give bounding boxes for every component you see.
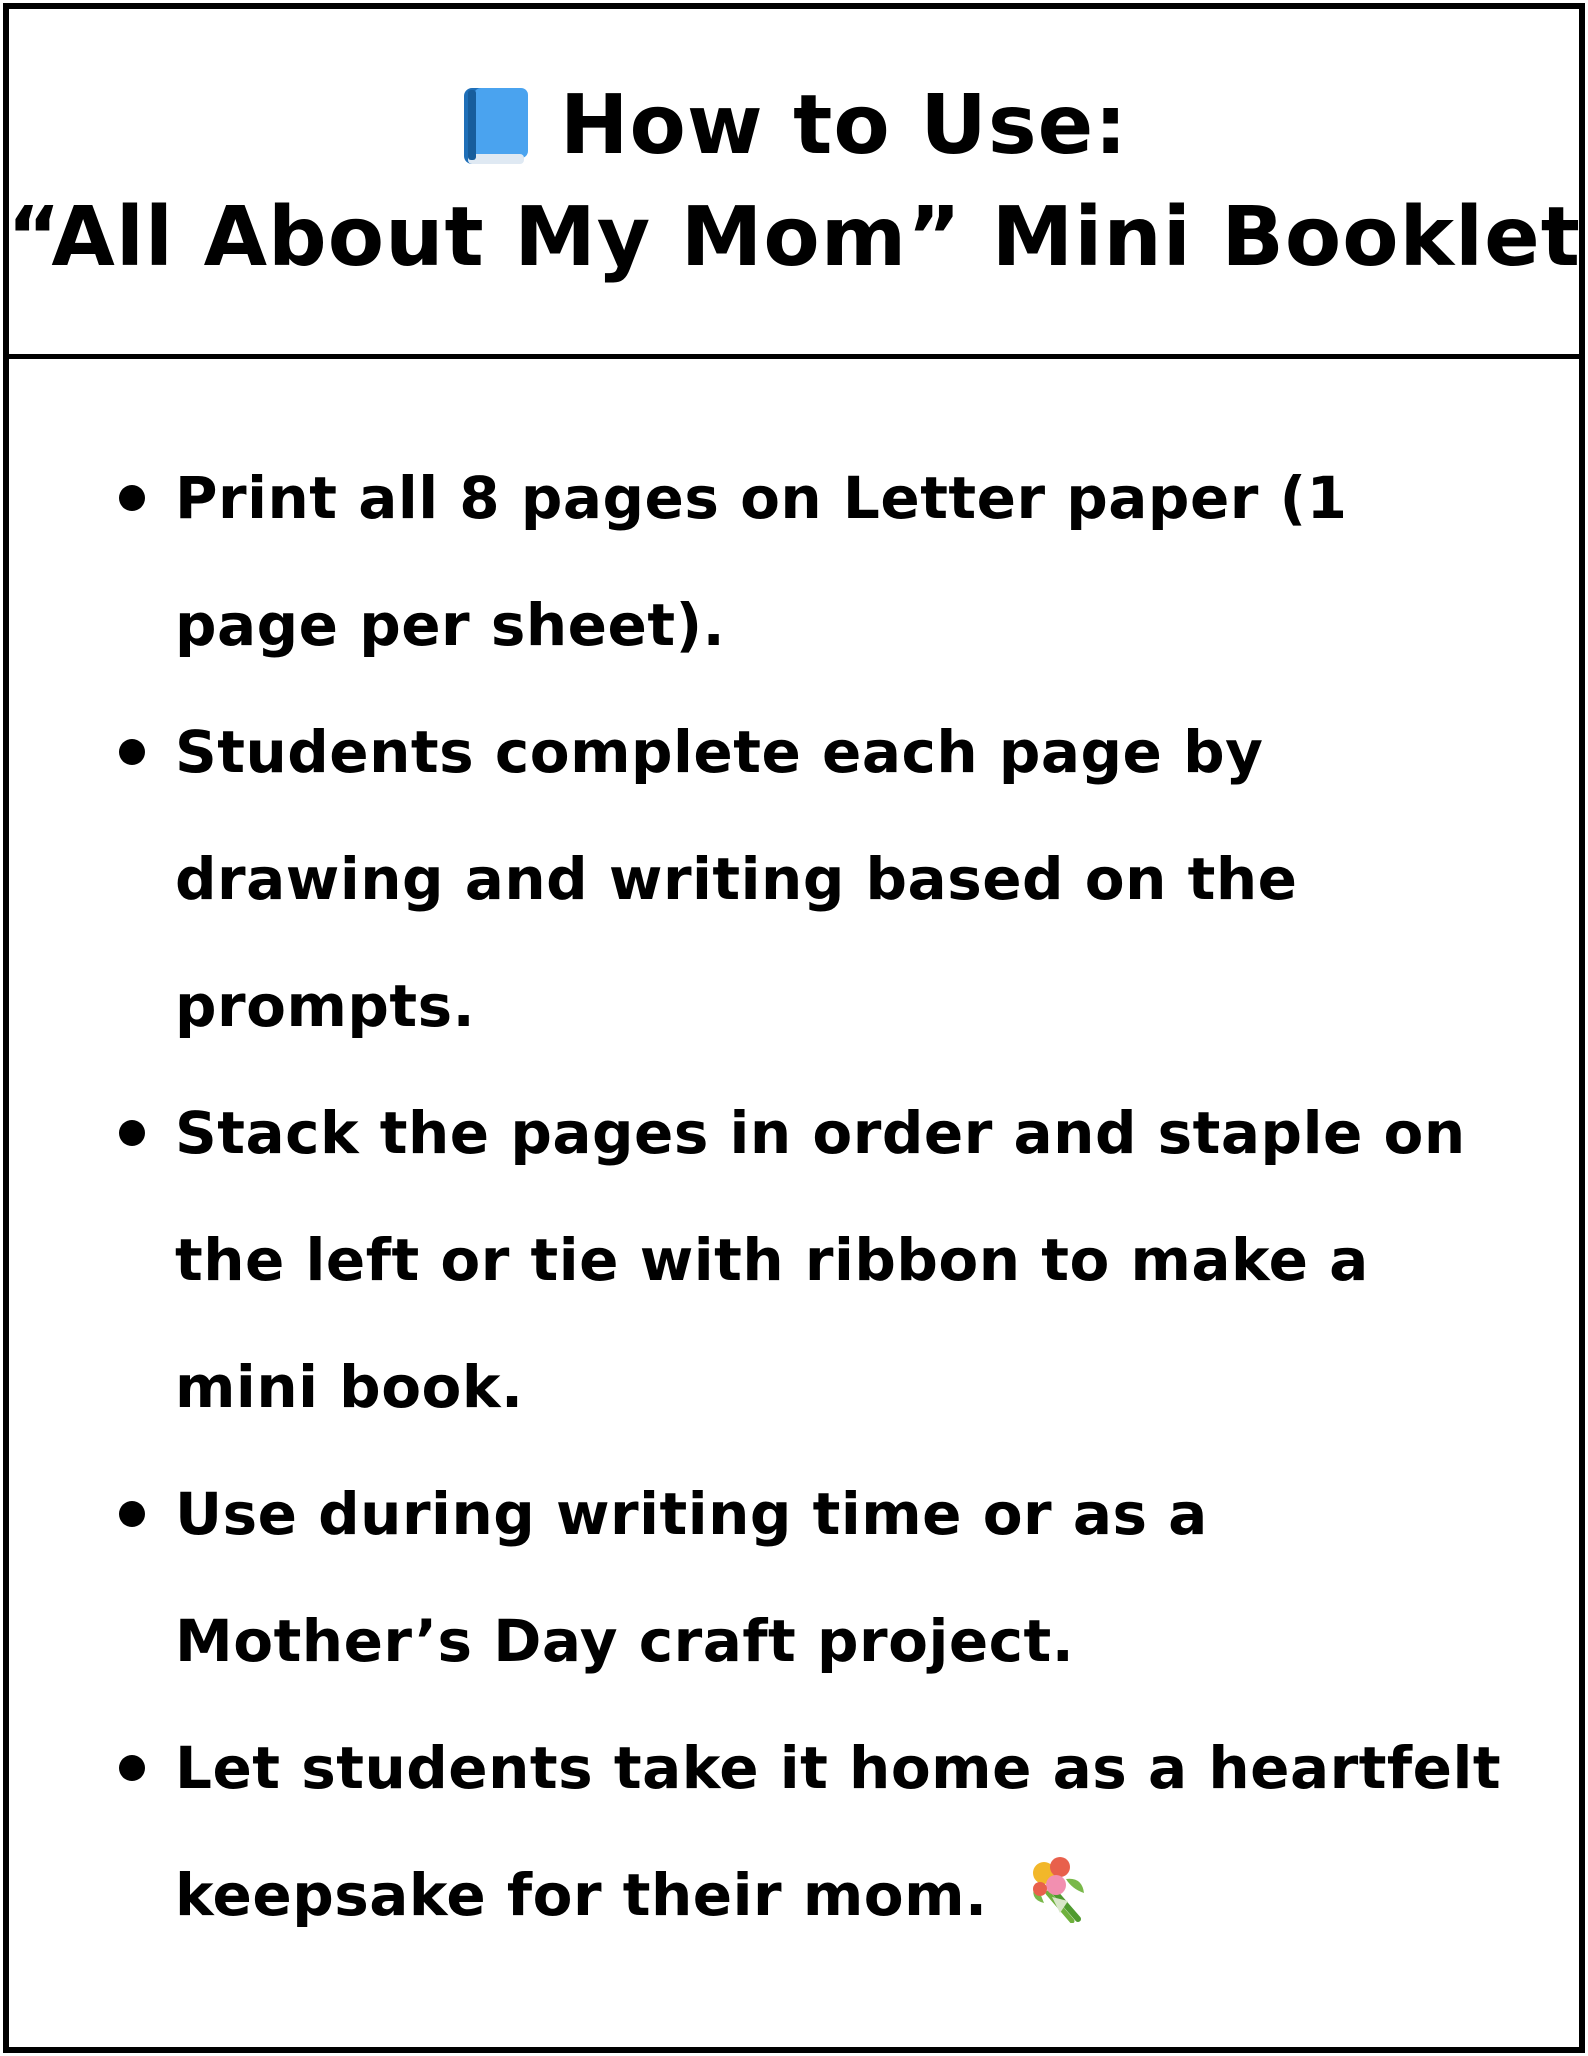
bullet-icon: [119, 739, 145, 765]
blue-book-icon: [460, 85, 532, 167]
page-header: [9, 9, 1579, 359]
bouquet-icon: [1022, 1840, 1092, 1910]
instruction-list: [9, 435, 1579, 1959]
instructions-section: [9, 359, 1579, 1959]
title-booklet-name: “All About My Mom” Mini Booklet: [7, 189, 1581, 285]
instruction-item-use: [175, 1451, 1519, 1705]
instruction-item-stack: [175, 1070, 1519, 1451]
title-line-1: [460, 70, 1128, 182]
title-line-2: [7, 182, 1581, 294]
bullet-icon: [119, 1501, 145, 1527]
instruction-text: Students complete each page by drawing and writing based on the prompts.: [175, 718, 1298, 1040]
page-frame: [3, 3, 1585, 2053]
instruction-text: Use during writing time or as a Mother’s Day craft project.: [175, 1480, 1208, 1675]
instruction-text: Stack the pages in order and staple on the left or tie with ribbon to make a mini book.: [175, 1099, 1466, 1421]
instruction-item-print: [175, 435, 1519, 689]
instruction-item-keepsake: [175, 1705, 1519, 1959]
title-how-to-use: How to Use:: [559, 77, 1129, 173]
bullet-icon: [119, 485, 145, 511]
bullet-icon: [119, 1755, 145, 1781]
instruction-text: Let students take it home as a heartfelt keepsake for their mom.: [175, 1734, 1502, 1929]
instruction-text: Print all 8 pages on Letter paper (1 page per sheet).: [175, 464, 1348, 659]
bullet-icon: [119, 1120, 145, 1146]
instruction-item-complete: [175, 689, 1519, 1070]
